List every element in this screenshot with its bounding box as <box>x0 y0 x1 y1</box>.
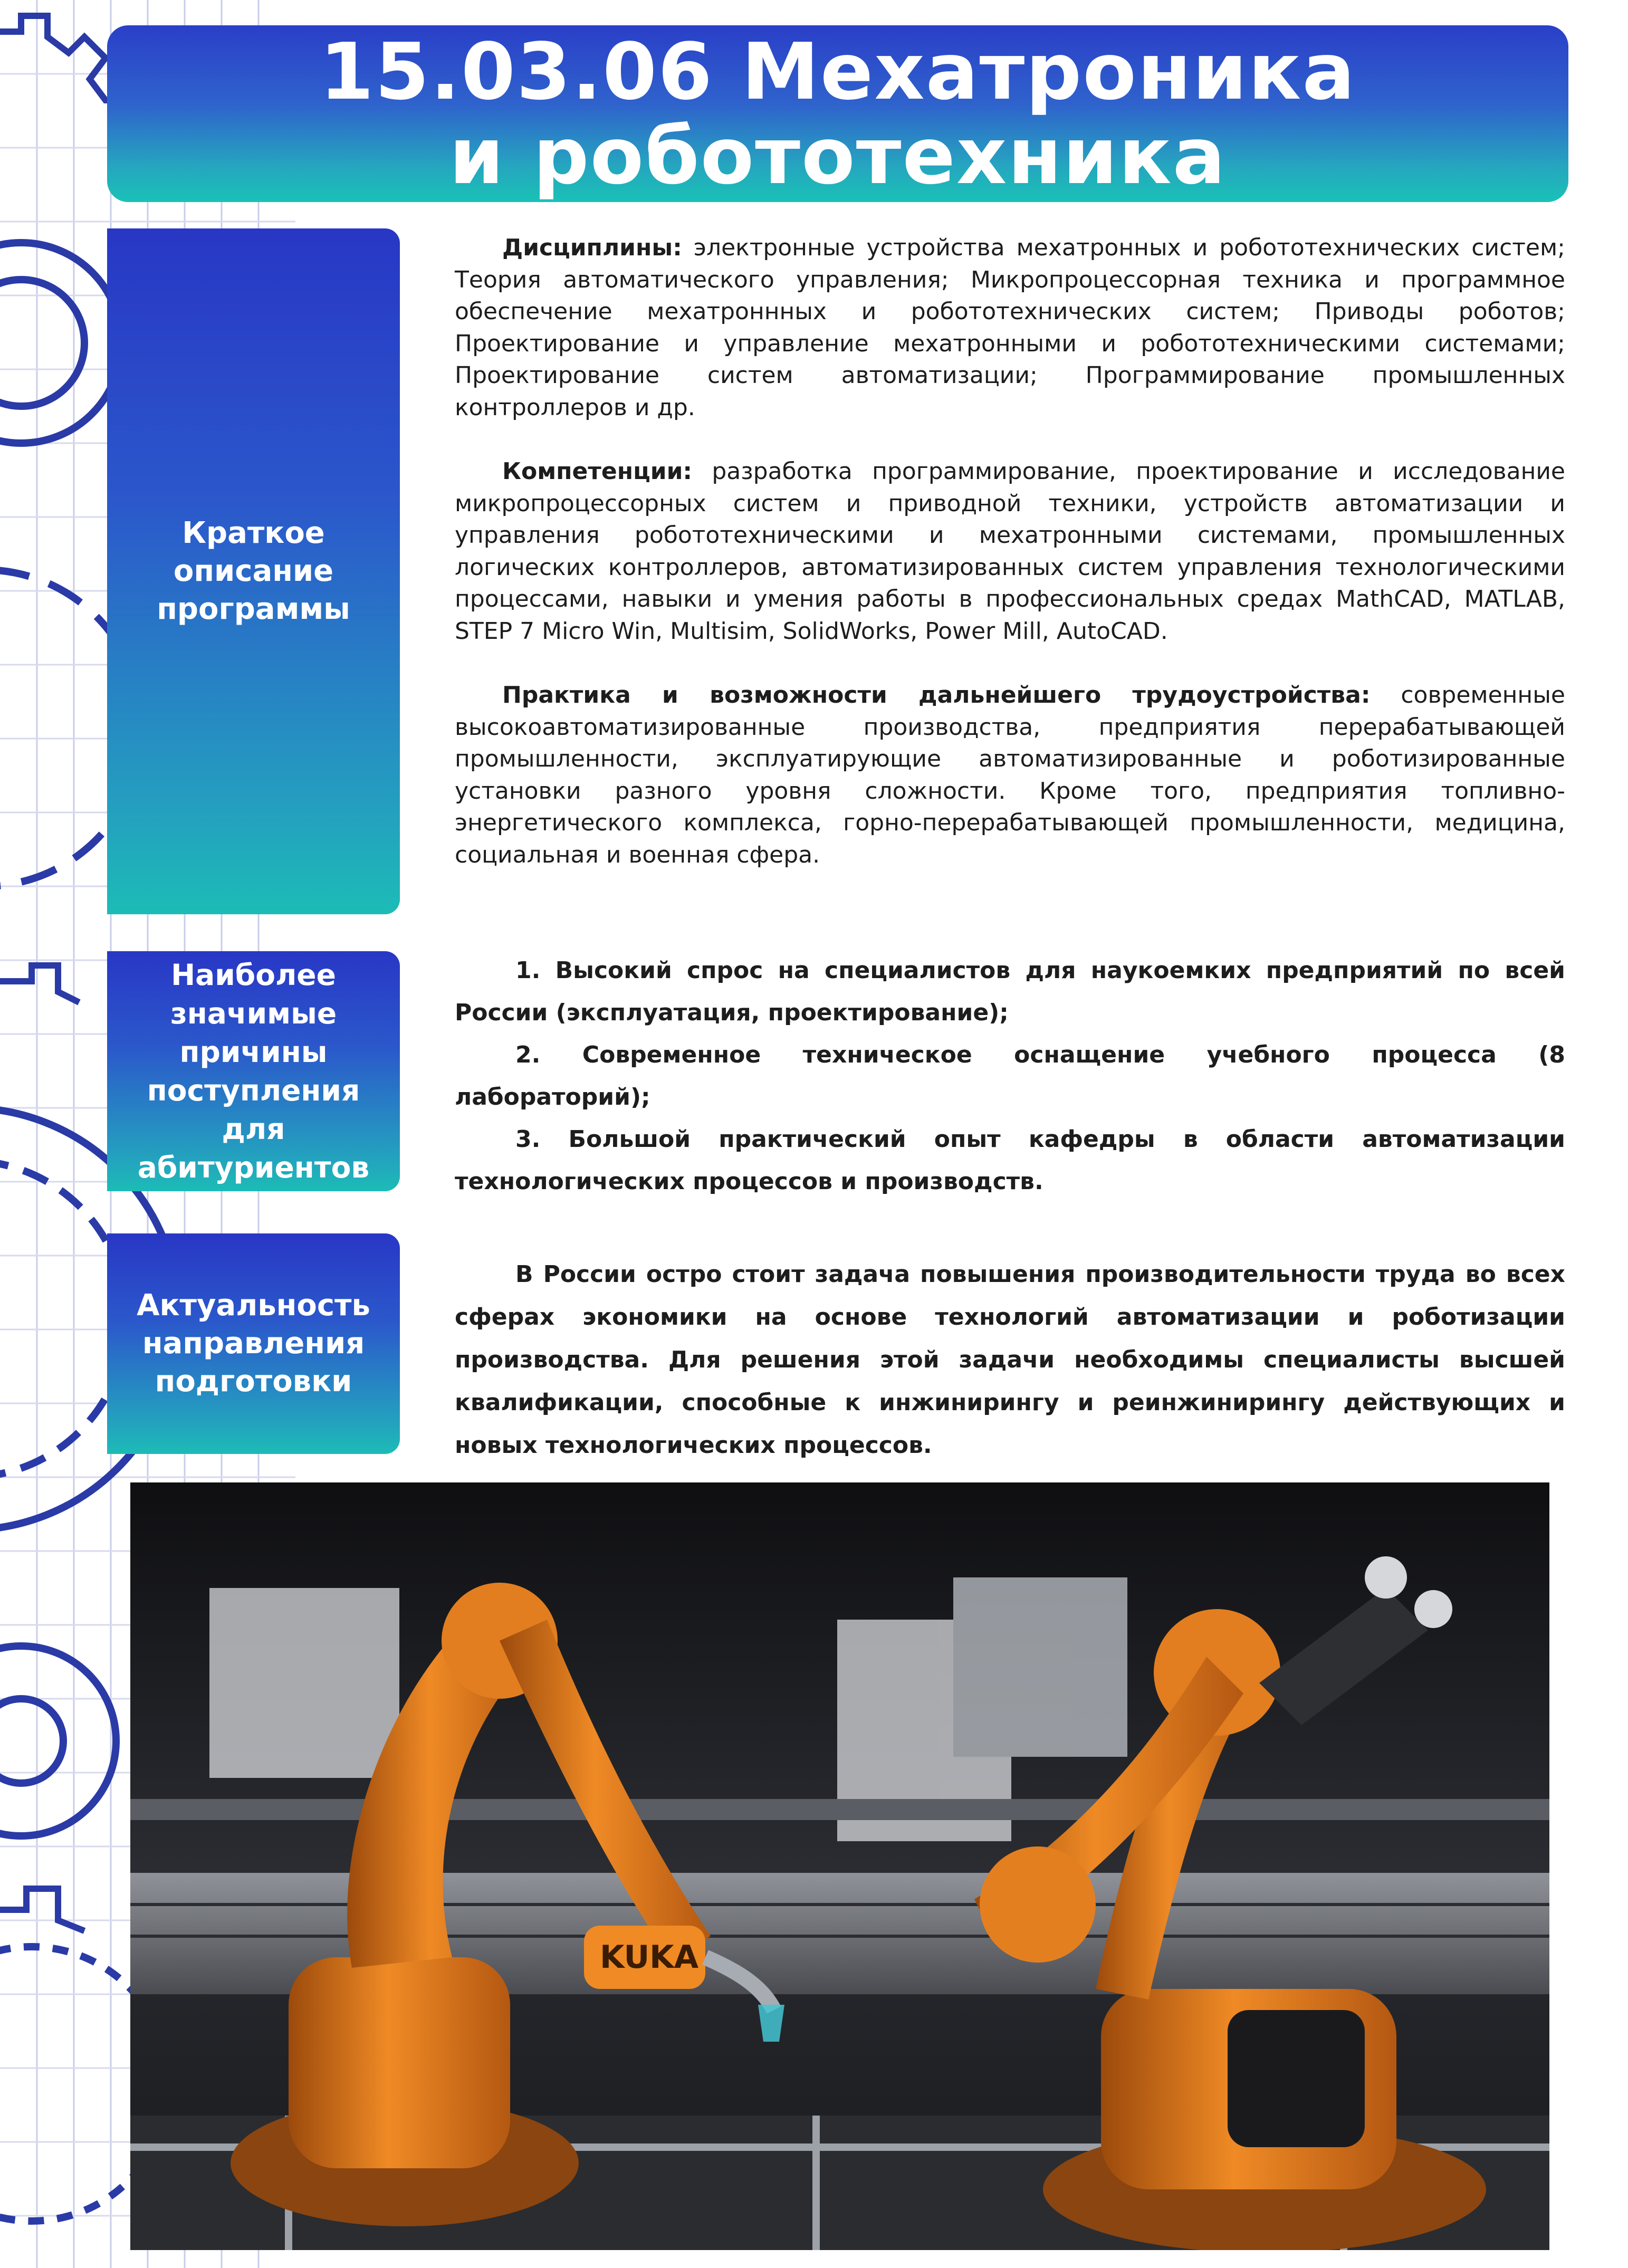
panel-label-line: причины <box>179 1035 328 1069</box>
panel-label-line: описание <box>173 554 334 588</box>
panel-reasons-label <box>138 956 369 1187</box>
panel-label-line: для <box>222 1112 285 1146</box>
reason-item: 3. Большой практический опыт кафедры в области автоматизации технологических процессов и производств. <box>455 1126 1565 1195</box>
panel-label-line: подготовки <box>155 1364 352 1399</box>
practice-paragraph <box>455 680 1565 871</box>
panel-relevance-label <box>137 1287 370 1401</box>
panel-label-line: Краткое <box>182 516 325 550</box>
panel-label-line: Актуальность <box>137 1288 370 1323</box>
page-title-line-2: и робототехника <box>449 110 1227 202</box>
reason-item: 2. Современное техническое оснащение учебного процесса (8 лабораторий); <box>455 1041 1565 1111</box>
competencies-label: Компетенции: <box>502 458 693 485</box>
page-title-line-1: 15.03.06 Мехатроника <box>319 26 1356 117</box>
panel-label-line: программы <box>157 592 350 626</box>
competencies-text: разработка программирование, проектирование и исследование микропроцессорных систем и приводной техники, устройств автоматизации и управления робототехническими и мехатронными системами, промышленных логических контроллеров, автоматизированных систем управления технологическими процессами, навыки и умения работы в профессиональных средах MathCAD, MATLAB, STEP 7 Micro Win, Multisim, SolidWorks, Power Mill, AutoCAD. <box>455 458 1565 645</box>
reasons-list <box>455 950 1565 1203</box>
panel-label-line: абитуриентов <box>137 1150 370 1184</box>
panel-label-line: Наиболее <box>171 958 336 992</box>
disciplines-label: Дисциплины: <box>502 234 682 261</box>
panel-label-line: направления <box>142 1326 365 1361</box>
panel-program-summary <box>107 228 400 914</box>
practice-text: современные высокоавтоматизированные производства, предприятия перерабатывающей промышленности, эксплуатирующие автоматизированные и роботизированные установки разного уровня сложности. Кроме того, предприятия топливно-энергетического комплекса, горно-перерабатывающей промышленности, медицина, социальная и военная сфера. <box>455 682 1566 868</box>
practice-label: Практика и возможности дальнейшего трудоустройства: <box>502 682 1371 709</box>
panel-reasons <box>107 951 400 1191</box>
disciplines-text: электронные устройства мехатронных и робототехнических систем; Теория автоматического управления; Микропроцессорная техника и программное обеспечение мехатроннных и робототехнических систем; Приводы роботов; Проектирование и управление мехатронными и робототехническими системами; Проектирование систем автоматизации; Программирование промышленных контроллеров и др. <box>455 234 1565 421</box>
program-description <box>455 232 1565 903</box>
panel-relevance <box>107 1233 400 1454</box>
robot-arms-illustration <box>130 1482 1549 2250</box>
competencies-paragraph <box>455 456 1565 647</box>
panel-label-line: поступления <box>147 1073 360 1107</box>
robot-arms-photo <box>130 1482 1549 2250</box>
title-banner <box>107 25 1568 202</box>
disciplines-paragraph <box>455 232 1565 424</box>
reason-item: 1. Высокий спрос на специалистов для наукоемких предприятий по всей России (эксплуатация, проектирование); <box>455 957 1565 1026</box>
relevance-paragraph: В России остро стоит задача повышения производительности труда во всех сферах экономики на основе технологий автоматизации и роботизации производства. Для решения этой задачи необходимы специалисты высшей квалификации, способные к инжинирингу и реинжинирингу действующих и новых технологических процессов. <box>455 1261 1565 1459</box>
panel-label-line: значимые <box>170 996 337 1030</box>
panel-program-summary-label <box>157 514 350 628</box>
robot-brand-label: KUKA <box>600 1939 699 1976</box>
relevance-text <box>455 1253 1565 1467</box>
